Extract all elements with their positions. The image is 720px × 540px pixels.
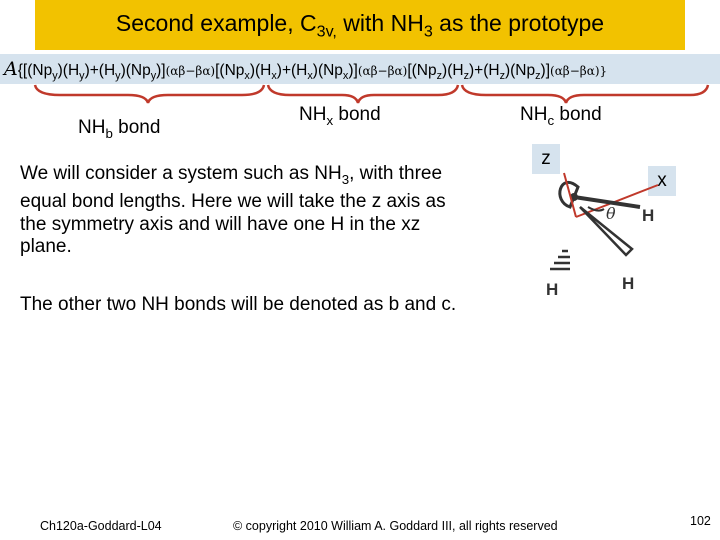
bonds-note-paragraph: The other two NH bonds will be denoted as b and c. xyxy=(20,294,457,315)
nhx-bond-label: $NH_x$ bond xyxy=(299,104,381,128)
z-axis-label: z xyxy=(532,144,560,174)
slide-title: Second example, $C_{3v,}$ with $NH_3$ as the prototype xyxy=(115,10,605,41)
hydrogen-hash: H xyxy=(546,280,559,299)
footer-copyright: © copyright 2010 William A. Goddard III, all rights reserved xyxy=(233,519,558,533)
hydrogen-x: H xyxy=(642,206,655,225)
brace-nhb xyxy=(35,85,264,103)
nh3-geometry-diagram xyxy=(540,165,680,300)
bond-braces xyxy=(0,82,720,104)
description-paragraph: We will consider a system such as $NH_3$, with three equal bond lengths. Here we will take the z axis as the symmetry axis and will have one H in the xz plane. xyxy=(20,163,446,258)
brace-nhc xyxy=(462,85,708,103)
page-number: 102 xyxy=(690,514,711,528)
footer-course-code: Ch120a-Goddard-L04 xyxy=(40,519,162,533)
wavefunction-formula: $A\{[(Np_y)(H_y)+(H_y)(Np_y)](\alpha\beta-\beta\alpha)[(Np_x)(H_x)+(H_x)(Np_x)](\alpha\beta-\beta\alpha)[(Np_z)(H_z)+(H_z)(Np_z)](\alpha\beta-\beta\alpha)\}$ xyxy=(4,58,608,83)
brace-nhx xyxy=(268,85,458,103)
hash-bond xyxy=(550,251,570,269)
theta-symbol: θ xyxy=(606,204,616,223)
x-axis-label: x xyxy=(648,166,676,196)
hydrogen-wedge: H xyxy=(622,274,635,293)
nhb-bond-label: $NH_b$ bond xyxy=(78,117,161,141)
nhc-bond-label: $NH_c$ bond xyxy=(520,104,602,128)
